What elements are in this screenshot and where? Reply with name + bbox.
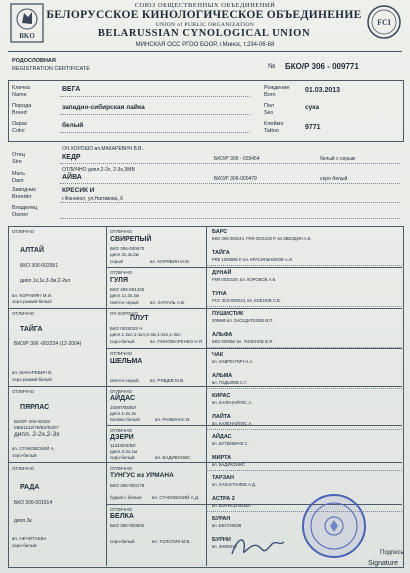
ped-dam-sire-name: ПЛУТ (130, 315, 149, 322)
ped-dddd-color: серо-белый (110, 539, 135, 544)
ped-sire-sire-reg: БКО 306-000670 (110, 246, 145, 251)
ped-sire-sire-diplomas: дипл.3х,3к,2м (110, 252, 139, 257)
ped-ddd-grade: ОТЛИЧНО (12, 466, 35, 471)
ancestor-details: вл. ЗНЕМОВ (212, 543, 237, 549)
dam-reg: БКО/Р 306-000479 (214, 176, 257, 182)
ancestor-name: МИРТА (212, 454, 232, 461)
ancestor-details: РКФ 1009896 Р, вл. КРАСИЛЬНИКОВ А.И. (212, 256, 294, 262)
ped-sire-dam-name: ГУЛЯ (110, 277, 128, 284)
ped-sire-color: серо-рыжий-белый (12, 299, 52, 304)
owner-label-ru: Владелец (12, 205, 38, 211)
ped-dddd-name: БЕЛКА (110, 513, 134, 520)
ancestor-details: РКФ 0020100, вл. КОРОБОВ А.Б. (212, 277, 277, 282)
ancestor-details: вл. БЕСТИКОВ (212, 523, 242, 528)
ped-ddd-reg: БКО 306-001614 (14, 500, 53, 506)
ped-ddss-owner: вл. РАЖИНАС В. (155, 417, 191, 422)
ped-dam-dam-color: светло-серый (110, 378, 139, 383)
ped-sire-sire-owner: вл. КОРЯВИН И.М. (150, 259, 190, 264)
pedigree-row-divider-1 (106, 267, 402, 268)
born-label-ru: Рождение (264, 85, 290, 91)
ped-sire-dam-grade: ОТЛИЧНО (110, 270, 133, 275)
fci-logo-icon (366, 4, 402, 40)
certificate-number-label: № (268, 63, 276, 70)
name-fill-line (60, 96, 250, 97)
sire-label-ru: Отец (12, 152, 25, 158)
ancestor-details: вл. ЛАВРЕНТИЧ Н.А. (212, 359, 254, 364)
ped-sire-name: АЛТАЙ (20, 247, 44, 254)
ped-dds-extra: МВК1132/75/ВЛ/04/07 (14, 425, 59, 430)
ancestor-name: ДУНАЙ (212, 270, 232, 276)
ped-ddsd-owner: вл. БАДИКОНИС (155, 455, 191, 460)
handwritten-signature-icon (228, 532, 288, 562)
dog-born: 01.03.2013 (305, 87, 341, 94)
ancestor-divider (206, 347, 402, 348)
dam-name: АЙВА (62, 174, 82, 181)
color-fill-line (60, 132, 250, 133)
bko-logo-icon (10, 3, 44, 43)
breeder-address: г.Фанипол, ул.Натимова, 6 (62, 196, 124, 202)
ped-dddd-owner: вл. ТОЛСТИК М.В. (152, 539, 191, 544)
ped-ddd-name: РАДА (20, 484, 40, 491)
ped-sire-owner: вл. КОРНИЯН М.И. (12, 293, 53, 298)
ped-ddds-reg: БКО 306-000179 (110, 483, 145, 488)
ancestor-divider (206, 265, 402, 266)
color-label-en: Color (12, 128, 26, 134)
ped-ddds-color: бурый с белым (110, 495, 142, 500)
ancestor-divider (206, 306, 402, 307)
name-label-ru: Кличка (12, 85, 30, 91)
ped-sire-sire-grade: ОТЛИЧНО (110, 229, 133, 234)
ped-ddsd-reg: 11344/03/ВЛ (110, 443, 136, 448)
ped-dam-name: ТАЙГА (20, 326, 43, 333)
ancestor-name: БУРАН (212, 516, 231, 522)
ped-dds-diplomas: дипл. 2-2х,2-3х (14, 431, 60, 438)
sire-name: КЕДР (62, 154, 81, 161)
ped-ddsd-name: ДЗЕРИ (110, 434, 134, 441)
ancestor-name: КИРАС (212, 393, 231, 399)
name-label-en: Name (12, 92, 27, 98)
ancestor-details: БКО 000950 вл. ТИХЕНОВ В.Я. (212, 338, 274, 344)
ped-dddd-grade: ОТЛИЧНО (110, 507, 133, 512)
ancestor-name: АЙДАС (212, 434, 232, 440)
ancestor-name: ПУШИСТИК (212, 311, 244, 317)
ped-sire-diplomas: дипл.1х,1к,3-3м,2-2кл (20, 278, 71, 284)
ped-dam-sire-owner: вл. ПОНОМАРЕНКО Н.Я. (150, 339, 204, 344)
owner-label-en: Owner (12, 212, 29, 218)
dog-name: ВЕГА (62, 86, 81, 93)
ped-dam-sire-reg: БКО 0020033 Ч (110, 326, 143, 331)
ancestor-details: вл. ХАЛАУПАЛЕВ А.Д. (212, 482, 256, 487)
breeder-name: КРЕСИК И (62, 187, 95, 194)
ped-dam-dam-name: ШЕЛЬМА (110, 358, 143, 365)
owner-fill-line (60, 218, 400, 219)
ped-ddss-grade: ОТЛИЧНО (110, 389, 133, 394)
certificate-title-ru: РОДОСЛОВНАЯ (12, 58, 56, 64)
dam-label-en: Dam (12, 178, 24, 184)
ancestor-details: РСУ ЗСЛ-000010, вл. КОЕНОВ С.В. (212, 297, 281, 303)
ancestor-name: ТАЙГА (212, 249, 230, 256)
ancestor-name: ЧАК (212, 352, 224, 358)
breeder-label-ru: Заводчик (12, 187, 36, 193)
sex-label-ru: Пол (264, 103, 275, 109)
ped-ddds-name: ТУНГУС из УРМАНА (110, 472, 174, 479)
dam-color: серо-белый (320, 176, 348, 182)
official-stamp-icon (300, 492, 368, 560)
ancestor-divider (206, 470, 402, 471)
logo-right-text: FCI (377, 18, 391, 27)
ped-sire-dam-owner: вл. ХАПАЛЬ А.В. (150, 300, 186, 305)
ancestor-divider (206, 388, 402, 389)
ped-sire-dam-reg: БКО 306-001425 (110, 287, 145, 292)
ped-dddd-reg: БКО 306-000502 (110, 523, 145, 528)
header-top-line: СОЮЗ ОБЩЕСТВЕННЫХ ОБЪЕДИНЕНИЙ (134, 2, 276, 9)
ancestor-details: вл. КАЛЕНАЙТИС А. (212, 400, 253, 405)
ancestor-name: АЛЬФА (212, 331, 233, 338)
sire-label-en: Sire (12, 159, 22, 165)
ped-dam-sire-grade: ОЧ.ХОРОШО (110, 311, 139, 316)
ped-dam-owner: вл. МАКАРЕВИЧ В. (12, 370, 53, 375)
sire-color: белый с серым (320, 156, 356, 162)
color-label-ru: Окрас (12, 121, 28, 127)
ped-sire-reg: БКО 306-002951 (20, 263, 59, 269)
breeder-fill-line (60, 202, 400, 203)
tattoo-label-en: Tattoo (264, 128, 279, 134)
ped-dam-dam-owner: вл. РЯЩЕВ М.В. (150, 378, 185, 383)
sire-reg: БКО/Р 306 - 003454 (214, 156, 260, 162)
ped-ddss-color: палево-белый (110, 417, 140, 422)
pedigree-col-divider-2 (206, 226, 207, 566)
ancestor-details: вл. ГОДЫЛЕВ С.Г. (212, 379, 248, 385)
dog-color: белый (62, 122, 84, 129)
ancestor-details: БКО 306-000244, РКФ 0021020 Р, вл.ЗВЕЗДИН А.Е. (212, 236, 312, 241)
ped-dam-grade: ОТЛИЧНО (12, 311, 35, 316)
ped-ddss-diplomas: дипл.1-2х,2к (110, 411, 136, 416)
signature-label-ru: Подпись (380, 550, 404, 556)
breed-label-ru: Порода (12, 103, 32, 109)
ancestor-name: БУРНИ (212, 536, 231, 543)
ped-ddd-diplomas: дипл.3к (14, 518, 32, 524)
breed-fill-line (60, 114, 250, 115)
header-address: МИНСКАЯ ОСС РГОО БООР, г.Минск, т.234-06-68 (135, 42, 275, 48)
ped-dam-reg: БКО/Р 306 -002234 (12-2004) (14, 341, 82, 347)
ped-dam-sire-diplomas: дипл.1-2кл,1-1кл,2-3м,1-2кл,1-3кл (110, 332, 181, 337)
sire-fill-line (60, 163, 400, 164)
ped-sire-sire-color: серый (110, 259, 124, 264)
ped-ddsd-diplomas: дипл.2-2х,1м (110, 449, 138, 454)
dog-sex: сука (305, 104, 320, 111)
ped-ddds-owner: вл. СТАКОВСКИЙ А.Д. (152, 495, 200, 500)
ped-sire-sire-name: СВИРЕПЫЙ (110, 236, 152, 243)
ancestor-name: АЛЬМА (212, 372, 233, 379)
pedigree-row-divider-5 (8, 462, 402, 463)
ped-ddd-owner: вл. НЕЧИТАЕВА (12, 536, 47, 541)
ped-dds-color: серо-белый (12, 453, 37, 458)
ped-dds-owner: вл. СТАКОВСКИЙ А. (12, 446, 55, 451)
header-sub-line: UNION of PUBLIC ORGANIZATION (155, 22, 255, 28)
ancestor-name: ТУНА (212, 290, 227, 297)
pedigree-row-divider-4 (106, 425, 402, 426)
ancestor-name: ЛАЙТА (212, 413, 231, 420)
sire-prefix: ОЧ.ХОРОШО вл.МАКАРЕВИЧ В.В. (62, 146, 143, 152)
ped-dds-grade: ОТЛИЧНО (12, 389, 35, 394)
certificate-title-en: REGISTRATION CERTIFICATE (12, 66, 90, 72)
breeder-label-en: Breeder (12, 194, 32, 200)
logo-left-text: BKO (19, 32, 35, 40)
ped-ddsd-grade: ОТЛИЧНО (110, 428, 133, 433)
tattoo-label-ru: Клеймо (264, 121, 284, 127)
ped-dam-dam-grade: ОТЛИЧНО (110, 351, 133, 356)
ancestor-details: вл. БАДИКОНИС (212, 461, 246, 467)
pedigree-row-divider-main (8, 308, 402, 309)
ped-ddss-reg: 10097/05/ВЛ (110, 405, 136, 410)
ped-sire-grade: ОТЛИЧНО (12, 229, 35, 234)
ped-ddss-name: АЙДАС (110, 395, 136, 402)
ancestor-details: вл. БУТКЕВИЧЕ С. (212, 441, 249, 446)
ancestor-details: 009980 вл. ЗАСЕДАТЕЛЕВ В.П. (212, 318, 274, 323)
dog-tattoo: 9771 (305, 124, 321, 131)
breed-label-en: Breed (12, 110, 27, 116)
signature-label: Signature (368, 560, 398, 567)
pedigree-row-divider-2 (106, 348, 402, 349)
ancestor-name: ТАРЗАН (212, 475, 234, 481)
ancestor-name: АСТРА 2 (212, 495, 235, 502)
ped-dam-color: серо-рыжий-белый (12, 377, 52, 382)
dam-prefix: ОТЛИЧНО дипл.2-2х, 2-3х,ЗМВ (62, 167, 135, 173)
ped-ddd-color: серо-белый (12, 543, 37, 548)
ped-dds-name: ПЯРЛАС (20, 404, 50, 411)
ancestor-details: вл. БОРИСЕНКОВА (212, 502, 251, 508)
dam-label-ru: Мать (12, 171, 25, 177)
ped-ddsd-color: серо-белый (110, 455, 135, 460)
born-label-en: Born (264, 92, 276, 98)
header-title-ru: БЕЛОРУССКОЕ КИНОЛОГИЧЕСКОЕ ОБЪЕДИНЕНИЕ (46, 9, 362, 21)
certificate-number: БКО/Р 306 - 009771 (285, 62, 359, 71)
sex-label-en: Sex (264, 110, 274, 116)
ped-sire-dam-diplomas: дипл.1х,3х,2м (110, 293, 140, 298)
ancestor-details: вл. КАЛЕНАЙТИС А. (212, 420, 253, 426)
ped-sire-dam-color: светло-серый (110, 300, 139, 305)
dam-fill-line (60, 183, 400, 184)
header-divider (8, 51, 402, 52)
header-title-en: BELARUSSIAN CYNOLOGICAL UNION (97, 28, 311, 39)
dog-breed: западно-сибирская лайка (62, 104, 145, 111)
pedigree-col-divider-1 (106, 226, 107, 566)
ancestor-name: БАРС (212, 229, 228, 235)
ped-dds-reg: БКО/Р 306-00433 (14, 419, 51, 424)
ped-ddds-grade: ОТЛИЧНО (110, 466, 133, 471)
ancestor-divider (206, 429, 402, 430)
ped-dam-sire-color: серо-белый (110, 339, 135, 344)
